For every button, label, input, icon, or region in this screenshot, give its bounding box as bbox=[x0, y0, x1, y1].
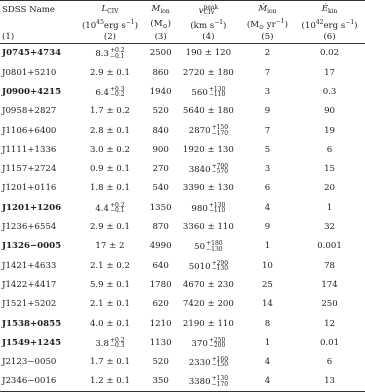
col-header-ekin: $Ė_{kin}$ bbox=[321, 4, 338, 15]
kinetic-power: 19 bbox=[324, 125, 335, 136]
col-header-vpeak: v peak CIV bbox=[198, 3, 219, 16]
upper-error: +250 bbox=[208, 336, 226, 344]
table-row bbox=[0, 333, 365, 352]
kinetic-power: 6 bbox=[326, 357, 333, 368]
upper-error: +180 bbox=[206, 240, 223, 248]
sdss-name: J1326−0005 bbox=[2, 241, 62, 252]
value: 370 bbox=[191, 338, 208, 349]
sdss-name: J2123−0050 bbox=[2, 357, 57, 368]
table-row bbox=[0, 218, 365, 237]
peak-velocity bbox=[176, 256, 241, 275]
ion-mass: 900 bbox=[152, 144, 169, 155]
luminosity-civ bbox=[75, 372, 146, 391]
col-header-mion: $M_{ion}$ bbox=[151, 4, 170, 15]
header-row-numbers bbox=[0, 31, 365, 44]
luminosity-civ bbox=[75, 314, 146, 333]
value: 7420 ± 200 bbox=[182, 299, 234, 310]
kinetic-power: 0.001 bbox=[317, 241, 342, 252]
unit-mion: $(M_⊙)$ bbox=[150, 19, 171, 30]
col-header-mdot: Ṁ$_{ion}$ bbox=[258, 4, 277, 15]
value: 2.9 ± 0.1 bbox=[89, 67, 130, 78]
sdss-name: J0801+5210 bbox=[2, 67, 57, 78]
value: 5.9 ± 0.1 bbox=[89, 279, 130, 290]
kinetic-power: 250 bbox=[321, 299, 338, 310]
asym-error bbox=[212, 261, 228, 272]
mass-outflow-rate: 7 bbox=[264, 125, 271, 136]
table-row bbox=[0, 179, 365, 198]
col-number-6: (6) bbox=[323, 31, 336, 42]
upper-error: +0.2 bbox=[110, 47, 125, 55]
asym-error bbox=[209, 87, 225, 98]
peak-velocity bbox=[176, 140, 241, 159]
sdss-name: J1201+0116 bbox=[2, 183, 57, 194]
lower-error: −170 bbox=[211, 129, 229, 137]
peak-velocity bbox=[176, 160, 241, 179]
sdss-name: J1549+1245 bbox=[2, 337, 62, 348]
peak-velocity bbox=[176, 237, 241, 256]
value: 1.7 ± 0.1 bbox=[89, 357, 130, 368]
table-row bbox=[0, 83, 365, 102]
upper-error: +130 bbox=[208, 201, 226, 209]
upper-error: +150 bbox=[211, 124, 229, 132]
asym-error bbox=[212, 357, 228, 368]
value: 980 bbox=[191, 203, 208, 214]
kinetic-power: 6 bbox=[326, 144, 333, 155]
lower-error: −0.1 bbox=[110, 207, 125, 215]
peak-velocity bbox=[176, 372, 241, 391]
value: 4.0 ± 0.1 bbox=[89, 318, 130, 329]
unit-vpeak: (km $s^{-1}$) bbox=[190, 18, 227, 31]
luminosity-civ bbox=[75, 295, 146, 314]
ion-mass: 1210 bbox=[149, 318, 172, 329]
header-row-units bbox=[0, 19, 365, 31]
value: 1.7 ± 0.2 bbox=[89, 106, 130, 117]
luminosity-civ bbox=[75, 83, 146, 102]
value: 0.9 ± 0.1 bbox=[89, 164, 130, 175]
ion-mass: 860 bbox=[152, 67, 169, 78]
upper-error: +290 bbox=[211, 259, 229, 267]
value: 2870 bbox=[188, 126, 211, 137]
mass-outflow-rate: 14 bbox=[261, 299, 273, 310]
luminosity-civ bbox=[75, 44, 146, 63]
lower-error: −170 bbox=[211, 380, 229, 388]
luminosity-civ bbox=[75, 276, 146, 295]
luminosity-civ bbox=[75, 179, 146, 198]
value: 6.4 bbox=[95, 87, 109, 98]
table-row bbox=[0, 372, 365, 391]
value: 2.8 ± 0.1 bbox=[89, 125, 130, 136]
table-row bbox=[0, 140, 365, 159]
value: 1.2 ± 0.1 bbox=[89, 376, 130, 387]
value: 3.0 ± 0.2 bbox=[89, 144, 130, 155]
kinetic-power: 90 bbox=[324, 106, 335, 117]
kinetic-power: 20 bbox=[324, 183, 335, 194]
kinetic-power: 32 bbox=[324, 222, 335, 233]
peak-velocity bbox=[176, 102, 241, 121]
lower-error: −200 bbox=[208, 342, 226, 350]
kinetic-power: 13 bbox=[324, 376, 335, 387]
asym-error bbox=[110, 338, 125, 349]
header-row-symbols bbox=[0, 1, 365, 19]
sdss-name: J1538+0855 bbox=[2, 318, 62, 329]
kinetic-power: 12 bbox=[324, 318, 335, 329]
ion-mass: 870 bbox=[152, 222, 169, 233]
value: 2190 ± 110 bbox=[182, 318, 234, 329]
mass-outflow-rate: 2 bbox=[264, 48, 271, 59]
luminosity-civ bbox=[75, 102, 146, 121]
ion-mass: 1130 bbox=[149, 337, 172, 348]
peak-velocity bbox=[176, 314, 241, 333]
luminosity-civ bbox=[75, 256, 146, 275]
value: 2720 ± 180 bbox=[182, 67, 234, 78]
kinetic-power: 174 bbox=[321, 279, 338, 290]
table-row bbox=[0, 295, 365, 314]
mass-outflow-rate: 5 bbox=[264, 144, 271, 155]
sdss-name: J2346−0016 bbox=[2, 376, 57, 387]
table-row bbox=[0, 44, 365, 63]
upper-error: +0.3 bbox=[110, 85, 125, 93]
mass-outflow-rate: 9 bbox=[264, 106, 271, 117]
mass-outflow-rate: 7 bbox=[264, 67, 271, 78]
peak-velocity bbox=[176, 121, 241, 140]
ion-mass: 520 bbox=[152, 357, 169, 368]
ion-mass: 1780 bbox=[149, 279, 172, 290]
kinetic-power: 0.02 bbox=[319, 48, 340, 59]
value: 3360 ± 110 bbox=[182, 222, 234, 233]
asym-error bbox=[212, 125, 228, 136]
ion-mass: 350 bbox=[152, 376, 169, 387]
mass-outflow-rate: 9 bbox=[264, 222, 271, 233]
upper-error: +0.2 bbox=[110, 201, 125, 209]
peak-velocity bbox=[176, 83, 241, 102]
kinetic-power: 17 bbox=[324, 67, 335, 78]
kinetic-power: 0.01 bbox=[319, 337, 340, 348]
lower-error: −110 bbox=[208, 91, 226, 99]
asym-error bbox=[209, 338, 225, 349]
unit-mdot: ($M_⊙$ $yr^{-1}$) bbox=[246, 18, 288, 31]
value: 3380 bbox=[188, 377, 211, 388]
sdss-name: J1201+1206 bbox=[2, 202, 62, 213]
ion-mass: 1940 bbox=[149, 86, 172, 97]
asym-error bbox=[110, 203, 125, 214]
value: 3840 bbox=[188, 164, 211, 175]
col-number-5: (5) bbox=[261, 31, 274, 42]
col-number-2: (2) bbox=[103, 31, 117, 42]
lower-error: −130 bbox=[206, 245, 223, 253]
upper-error: +700 bbox=[211, 163, 229, 171]
unit-lciv: ($10^{45}erg$ $s^{-1}$) bbox=[81, 18, 138, 31]
table-row bbox=[0, 256, 365, 275]
table-row bbox=[0, 314, 365, 333]
asym-error bbox=[206, 241, 222, 252]
ion-mass: 640 bbox=[152, 260, 169, 271]
table-row bbox=[0, 276, 365, 295]
kinetic-power: 1 bbox=[326, 202, 333, 213]
table-row bbox=[0, 160, 365, 179]
mass-outflow-rate: 4 bbox=[264, 376, 271, 387]
mass-outflow-rate: 1 bbox=[264, 241, 271, 252]
mass-outflow-rate: 4 bbox=[264, 357, 271, 368]
upper-error: +160 bbox=[211, 356, 229, 363]
sdss-name: J1157+2724 bbox=[2, 164, 57, 175]
value: 3390 ± 130 bbox=[182, 183, 234, 194]
table-row bbox=[0, 102, 365, 121]
peak-velocity bbox=[176, 63, 241, 82]
value: 17 ± 2 bbox=[95, 241, 125, 252]
value: 560 bbox=[191, 87, 208, 98]
col-number-1: (1) bbox=[2, 31, 15, 42]
peak-velocity bbox=[176, 276, 241, 295]
sdss-name: J0958+2827 bbox=[2, 106, 57, 117]
luminosity-civ bbox=[75, 237, 146, 256]
upper-error: +0.2 bbox=[110, 336, 125, 344]
luminosity-civ bbox=[75, 63, 146, 82]
asym-error bbox=[212, 376, 228, 387]
value: 4.4 bbox=[95, 203, 109, 214]
table-row bbox=[0, 63, 365, 82]
kinetic-power: 0.3 bbox=[322, 86, 337, 97]
upper-error: +130 bbox=[211, 375, 229, 383]
luminosity-civ bbox=[75, 160, 146, 179]
value: 8.3 bbox=[95, 49, 109, 60]
value: 5640 ± 180 bbox=[182, 106, 234, 117]
mass-outflow-rate: 6 bbox=[264, 183, 271, 194]
luminosity-civ bbox=[75, 353, 146, 372]
asym-error bbox=[110, 48, 125, 59]
col-header-sdss-name: SDSS Name bbox=[2, 4, 56, 15]
sdss-name: J1421+4633 bbox=[2, 260, 57, 271]
sdss-name: J0745+4734 bbox=[2, 48, 62, 59]
value: 2.1 ± 0.1 bbox=[89, 299, 130, 310]
peak-velocity bbox=[176, 179, 241, 198]
value: 3.8 bbox=[95, 338, 109, 349]
lower-error: −150 bbox=[211, 361, 229, 369]
value: 2.9 ± 0.1 bbox=[89, 222, 130, 233]
lower-error: −110 bbox=[208, 207, 226, 215]
peak-velocity bbox=[176, 353, 241, 372]
value: 4670 ± 230 bbox=[182, 279, 234, 290]
ion-mass: 840 bbox=[152, 125, 169, 136]
kinetic-power: 78 bbox=[324, 260, 335, 271]
luminosity-civ bbox=[75, 218, 146, 237]
table-row bbox=[0, 353, 365, 372]
table-row bbox=[0, 198, 365, 217]
mass-outflow-rate: 25 bbox=[261, 279, 273, 290]
sdss-name: J1422+4417 bbox=[2, 279, 57, 290]
peak-velocity bbox=[176, 44, 241, 63]
ion-mass: 540 bbox=[152, 183, 169, 194]
peak-velocity bbox=[176, 218, 241, 237]
sdss-name: J1236+6554 bbox=[2, 222, 57, 233]
peak-velocity bbox=[176, 198, 241, 217]
ion-mass: 520 bbox=[152, 106, 169, 117]
luminosity-civ bbox=[75, 140, 146, 159]
value: 2330 bbox=[188, 357, 211, 368]
lower-error: −0.3 bbox=[110, 342, 125, 350]
luminosity-civ bbox=[75, 121, 146, 140]
mass-outflow-rate: 1 bbox=[264, 337, 271, 348]
sdss-name: J1521+5202 bbox=[2, 299, 57, 310]
ion-mass: 4990 bbox=[149, 241, 172, 252]
mass-outflow-rate: 3 bbox=[264, 164, 271, 175]
peak-velocity bbox=[176, 295, 241, 314]
ion-mass: 620 bbox=[152, 299, 169, 310]
table-row bbox=[0, 237, 365, 256]
upper-error: +130 bbox=[208, 85, 226, 93]
value: 2.1 ± 0.2 bbox=[89, 260, 130, 271]
value: 1.8 ± 0.1 bbox=[89, 183, 130, 194]
value: 50 bbox=[194, 242, 206, 253]
asym-error bbox=[209, 203, 225, 214]
sdss-name: J0900+4215 bbox=[2, 86, 62, 97]
sdss-name: J1111+1336 bbox=[2, 144, 57, 155]
lower-error: −0.2 bbox=[110, 91, 125, 99]
mass-outflow-rate: 3 bbox=[264, 86, 271, 97]
lower-error: −0.1 bbox=[110, 52, 125, 60]
value: 190 ± 120 bbox=[185, 48, 232, 59]
asym-error bbox=[110, 87, 125, 98]
value: 1920 ± 130 bbox=[182, 144, 234, 155]
mass-outflow-rate: 10 bbox=[261, 260, 273, 271]
value: 5010 bbox=[188, 261, 211, 272]
luminosity-civ bbox=[75, 198, 146, 217]
lower-error: −130 bbox=[211, 264, 229, 272]
col-number-3: (3) bbox=[154, 31, 167, 42]
mass-outflow-rate: 8 bbox=[264, 318, 271, 329]
unit-ekin: ($10^{42}erg$ $s^{-1}$) bbox=[301, 18, 358, 31]
kinetic-power: 15 bbox=[324, 164, 335, 175]
col-header-lciv: $L_{CIV}$ bbox=[101, 4, 119, 15]
peak-velocity bbox=[176, 333, 241, 352]
sdss-name: J1106+6400 bbox=[2, 125, 57, 136]
ion-mass: 270 bbox=[152, 164, 169, 175]
table-row bbox=[0, 121, 365, 140]
luminosity-civ bbox=[75, 333, 146, 352]
mass-outflow-rate: 4 bbox=[264, 202, 271, 213]
asym-error bbox=[212, 164, 228, 175]
lower-error: −570 bbox=[211, 168, 229, 176]
ion-mass: 1350 bbox=[149, 202, 172, 213]
col-number-4: (4) bbox=[202, 31, 215, 42]
ion-mass: 2500 bbox=[149, 48, 172, 59]
